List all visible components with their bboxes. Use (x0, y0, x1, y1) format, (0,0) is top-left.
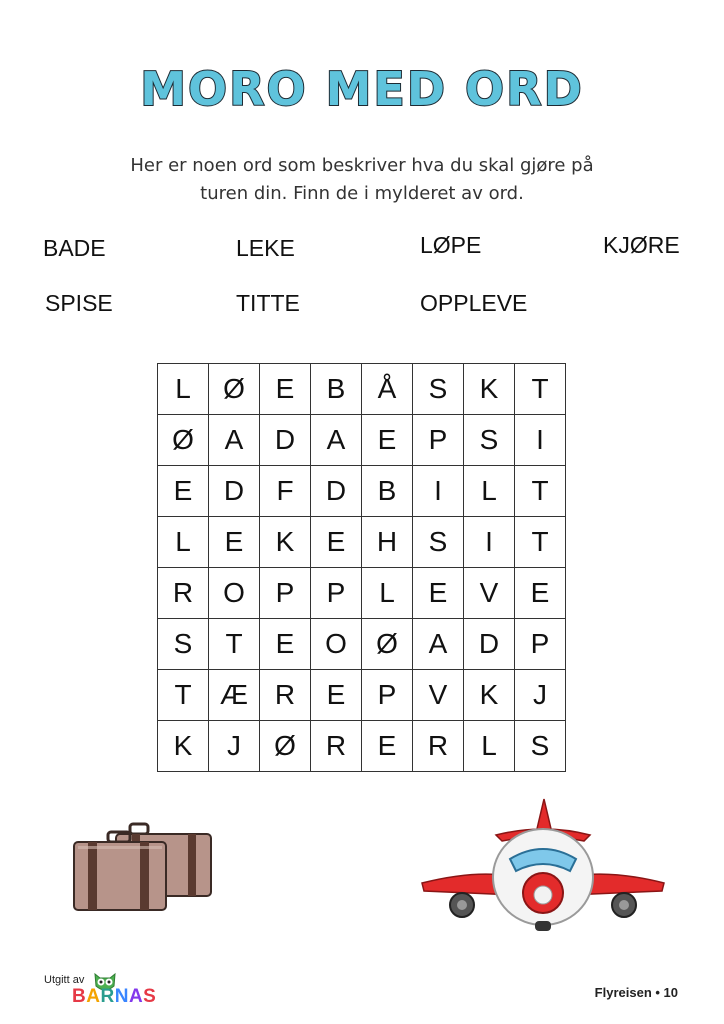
grid-cell[interactable]: Æ (209, 670, 260, 721)
grid-cell[interactable]: I (413, 466, 464, 517)
plane-tail (536, 799, 552, 833)
grid-cell[interactable]: D (209, 466, 260, 517)
grid-cell[interactable]: E (311, 670, 362, 721)
grid-cell[interactable]: T (515, 364, 566, 415)
grid-cell[interactable]: K (464, 364, 515, 415)
grid-cell[interactable]: J (515, 670, 566, 721)
grid-row (158, 670, 566, 721)
grid-cell[interactable]: Ø (158, 415, 209, 466)
instructions-line-1: Her er noen ord som beskriver hva du skal gjøre på (130, 155, 594, 176)
grid-cell[interactable]: K (158, 721, 209, 772)
grid-row (158, 415, 566, 466)
suitcase-front (74, 832, 166, 910)
grid-cell[interactable]: Ø (209, 364, 260, 415)
grid-cell[interactable]: B (311, 364, 362, 415)
grid-cell[interactable]: D (311, 466, 362, 517)
grid-cell[interactable]: L (158, 364, 209, 415)
grid-cell[interactable]: I (464, 517, 515, 568)
instructions (62, 152, 662, 208)
grid-cell[interactable]: R (413, 721, 464, 772)
page-title: MORO MED ORD (140, 62, 584, 116)
grid-cell[interactable]: A (311, 415, 362, 466)
grid-cell[interactable]: S (515, 721, 566, 772)
grid-cell[interactable]: E (158, 466, 209, 517)
word-spise: SPISE (45, 290, 113, 316)
grid-cell[interactable]: P (515, 619, 566, 670)
grid-row (158, 721, 566, 772)
grid-cell[interactable]: R (158, 568, 209, 619)
publisher-prefix: Utgitt av (44, 974, 85, 986)
grid-cell[interactable]: A (209, 415, 260, 466)
grid-cell[interactable]: O (209, 568, 260, 619)
grid-cell[interactable]: S (464, 415, 515, 466)
grid-cell[interactable]: S (413, 517, 464, 568)
suitcases-illustration (70, 818, 220, 913)
grid-cell[interactable]: J (209, 721, 260, 772)
grid-cell[interactable]: K (464, 670, 515, 721)
grid-cell[interactable]: E (260, 364, 311, 415)
grid-cell[interactable]: V (413, 670, 464, 721)
grid-cell[interactable]: R (260, 670, 311, 721)
grid-cell[interactable]: E (413, 568, 464, 619)
grid-cell[interactable]: D (464, 619, 515, 670)
grid-cell[interactable]: L (158, 517, 209, 568)
grid-row (158, 619, 566, 670)
word-kjore: KJØRE (603, 232, 680, 258)
grid-cell[interactable]: Ø (260, 721, 311, 772)
grid-cell[interactable]: T (158, 670, 209, 721)
grid-cell[interactable]: S (158, 619, 209, 670)
grid-cell[interactable]: L (362, 568, 413, 619)
grid-cell[interactable]: S (413, 364, 464, 415)
grid-cell[interactable]: L (464, 466, 515, 517)
grid-cell[interactable]: A (413, 619, 464, 670)
word-lope: LØPE (420, 232, 482, 258)
grid-cell[interactable]: E (260, 619, 311, 670)
word-bade: BADE (43, 235, 106, 261)
grid-cell[interactable]: Å (362, 364, 413, 415)
grid-cell[interactable]: O (311, 619, 362, 670)
grid-cell[interactable]: D (260, 415, 311, 466)
word-oppleve: OPPLEVE (420, 290, 528, 316)
grid-row (158, 364, 566, 415)
grid-cell[interactable]: P (413, 415, 464, 466)
grid-row (158, 517, 566, 568)
grid-cell[interactable]: B (362, 466, 413, 517)
grid-row (158, 568, 566, 619)
plane-landing-gear (535, 921, 551, 931)
instructions-line-2: turen din. Finn de i mylderet av ord. (200, 183, 524, 204)
grid-cell[interactable]: I (515, 415, 566, 466)
grid-cell[interactable]: P (362, 670, 413, 721)
grid-cell[interactable]: E (311, 517, 362, 568)
word-titte: TITTE (236, 290, 300, 316)
grid-cell[interactable]: E (362, 415, 413, 466)
grid-cell[interactable]: P (311, 568, 362, 619)
grid-cell[interactable]: E (515, 568, 566, 619)
publisher-name: BARNAS (72, 986, 157, 1007)
publisher-logo (44, 970, 164, 1010)
page-footer-label: Flyreisen • 10 (594, 985, 678, 1000)
grid-cell[interactable]: T (515, 466, 566, 517)
grid-cell[interactable]: K (260, 517, 311, 568)
grid-cell[interactable]: E (362, 721, 413, 772)
grid-row (158, 466, 566, 517)
grid-cell[interactable]: T (515, 517, 566, 568)
grid-cell[interactable]: H (362, 517, 413, 568)
word-search-grid (157, 363, 566, 772)
grid-cell[interactable]: F (260, 466, 311, 517)
grid-cell[interactable]: V (464, 568, 515, 619)
grid-cell[interactable]: T (209, 619, 260, 670)
grid-cell[interactable]: E (209, 517, 260, 568)
grid-cell[interactable]: P (260, 568, 311, 619)
grid-cell[interactable]: R (311, 721, 362, 772)
word-leke: LEKE (236, 235, 295, 261)
grid-cell[interactable]: L (464, 721, 515, 772)
grid-cell[interactable]: Ø (362, 619, 413, 670)
airplane-illustration (418, 795, 668, 935)
